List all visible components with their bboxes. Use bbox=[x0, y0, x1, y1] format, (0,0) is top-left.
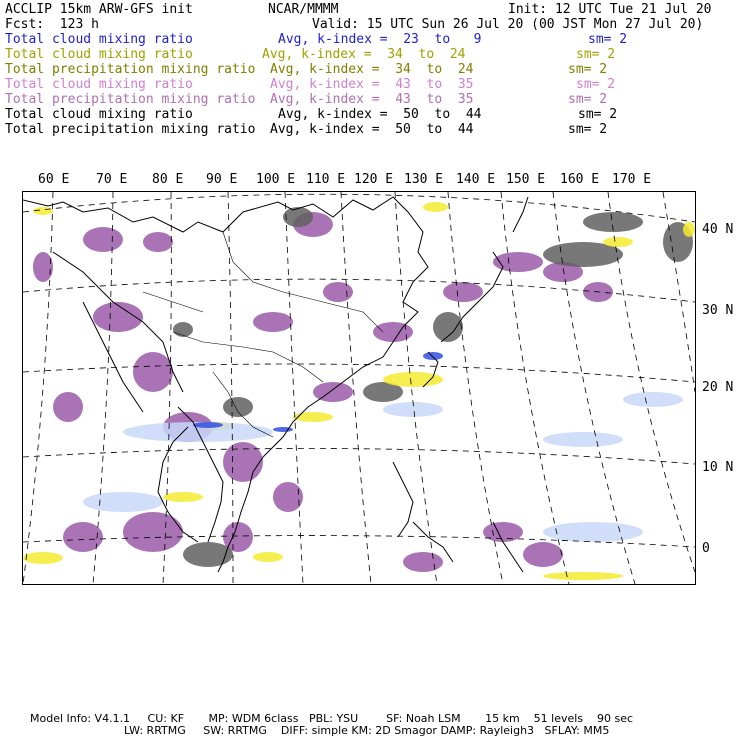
longitude-label: 130 E bbox=[404, 172, 444, 187]
legend-field: Total cloud mixing ratio bbox=[5, 47, 193, 62]
cloud-patch bbox=[293, 412, 333, 422]
cloud-patch bbox=[53, 392, 83, 422]
cloud-patch bbox=[683, 222, 695, 237]
cloud-patch bbox=[323, 282, 353, 302]
cloud-patch bbox=[273, 427, 293, 432]
latitude-label: 30 N bbox=[702, 303, 734, 318]
longitude-label: 110 E bbox=[306, 172, 346, 187]
legend-smoothing: sm= 2 bbox=[576, 47, 616, 62]
cloud-patch bbox=[373, 322, 413, 342]
cloud-patch bbox=[483, 522, 523, 542]
legend-field: Total cloud mixing ratio bbox=[5, 77, 193, 92]
organization: NCAR/MMMM bbox=[268, 2, 339, 17]
map-title: ACCLIP 15km ARW-GFS init bbox=[5, 2, 193, 17]
legend-row bbox=[5, 47, 735, 62]
valid-time: Valid: 15 UTC Sun 26 Jul 20 (00 JST Mon 27 Jul 20) bbox=[312, 17, 704, 32]
cloud-patch bbox=[543, 432, 623, 447]
cloud-patch bbox=[603, 237, 633, 247]
legend-smoothing: sm= 2 bbox=[588, 32, 628, 47]
longitude-label: 60 E bbox=[38, 172, 70, 187]
model-info-line1: Model Info: V4.1.1 CU: KF MP: WDM 6class PBL: YSU SF: Noah LSM 15 km 51 levels 90 sec bbox=[30, 712, 634, 725]
cloud-patch bbox=[173, 322, 193, 337]
longitude-label: 70 E bbox=[96, 172, 128, 187]
cloud-patch bbox=[543, 522, 643, 542]
legend-k-index: Avg, k-index = 43 to 35 bbox=[270, 77, 474, 92]
longitude-label: 100 E bbox=[256, 172, 296, 187]
longitude-label: 120 E bbox=[354, 172, 394, 187]
init-time: Init: 12 UTC Tue 21 Jul 20 bbox=[508, 2, 712, 17]
longitude-label: 160 E bbox=[560, 172, 600, 187]
legend-smoothing: sm= 2 bbox=[576, 77, 616, 92]
legend-k-index: Avg, k-index = 50 to 44 bbox=[270, 122, 474, 137]
cloud-patch bbox=[193, 422, 223, 428]
legend-row bbox=[5, 32, 735, 47]
cloud-patch bbox=[133, 352, 173, 392]
longitude-label: 150 E bbox=[506, 172, 546, 187]
legend-row bbox=[5, 62, 735, 77]
legend-field: Total cloud mixing ratio bbox=[5, 107, 193, 122]
longitude-label: 170 E bbox=[612, 172, 652, 187]
legend-smoothing: sm= 2 bbox=[568, 122, 608, 137]
cloud-patch bbox=[123, 512, 183, 552]
legend-k-index: Avg, k-index = 34 to 24 bbox=[262, 47, 466, 62]
cloud-patch bbox=[223, 397, 253, 417]
cloud-patch bbox=[23, 552, 63, 564]
latitude-label: 10 N bbox=[702, 460, 734, 475]
longitude-label: 80 E bbox=[152, 172, 184, 187]
legend-k-index: Avg, k-index = 34 to 24 bbox=[270, 62, 474, 77]
map-panel bbox=[22, 191, 696, 585]
legend-row bbox=[5, 122, 735, 137]
model-info-line2: LW: RRTMG SW: RRTMG DIFF: simple KM: 2D Smagor DAMP: Rayleigh3 SFLAY: MM5 bbox=[124, 724, 610, 737]
latitude-label: 40 N bbox=[702, 222, 734, 237]
cloud-fields bbox=[23, 202, 695, 580]
forecast-hour: Fcst: 123 h bbox=[5, 17, 99, 32]
cloud-patch bbox=[223, 442, 263, 482]
legend-smoothing: sm= 2 bbox=[578, 107, 618, 122]
latitude-label: 20 N bbox=[702, 380, 734, 395]
cloud-patch bbox=[253, 552, 283, 562]
legend-k-index: Avg, k-index = 50 to 44 bbox=[278, 107, 482, 122]
legend-k-index: Avg, k-index = 43 to 35 bbox=[270, 92, 474, 107]
cloud-patch bbox=[273, 482, 303, 512]
cloud-patch bbox=[423, 352, 443, 360]
legend-k-index: Avg, k-index = 23 to 9 bbox=[278, 32, 482, 47]
cloud-patch bbox=[143, 232, 173, 252]
latitude-label: 0 bbox=[702, 541, 710, 556]
legend-field: Total precipitation mixing ratio bbox=[5, 62, 256, 77]
legend-smoothing: sm= 2 bbox=[568, 92, 608, 107]
legend-row bbox=[5, 92, 735, 107]
cloud-patch bbox=[283, 207, 313, 227]
longitude-label: 90 E bbox=[206, 172, 238, 187]
legend-smoothing: sm= 2 bbox=[568, 62, 608, 77]
cloud-patch bbox=[163, 492, 203, 502]
cloud-patch bbox=[403, 552, 443, 572]
cloud-patch bbox=[83, 492, 163, 512]
cloud-patch bbox=[33, 207, 53, 215]
legend-row bbox=[5, 107, 735, 122]
legend-row bbox=[5, 77, 735, 92]
cloud-patch bbox=[33, 252, 53, 282]
cloud-patch bbox=[83, 227, 123, 252]
legend-field: Total precipitation mixing ratio bbox=[5, 122, 256, 137]
legend-field: Total cloud mixing ratio bbox=[5, 32, 193, 47]
cloud-patch bbox=[313, 382, 353, 402]
map-canvas bbox=[23, 192, 695, 584]
longitude-label: 140 E bbox=[456, 172, 496, 187]
cloud-patch bbox=[523, 542, 563, 567]
cloud-patch bbox=[543, 572, 623, 580]
cloud-patch bbox=[423, 202, 448, 212]
legend-field: Total precipitation mixing ratio bbox=[5, 92, 256, 107]
cloud-patch bbox=[623, 392, 683, 407]
cloud-patch bbox=[493, 252, 543, 272]
cloud-patch bbox=[443, 282, 483, 302]
cloud-patch bbox=[253, 312, 293, 332]
cloud-patch bbox=[433, 312, 463, 342]
